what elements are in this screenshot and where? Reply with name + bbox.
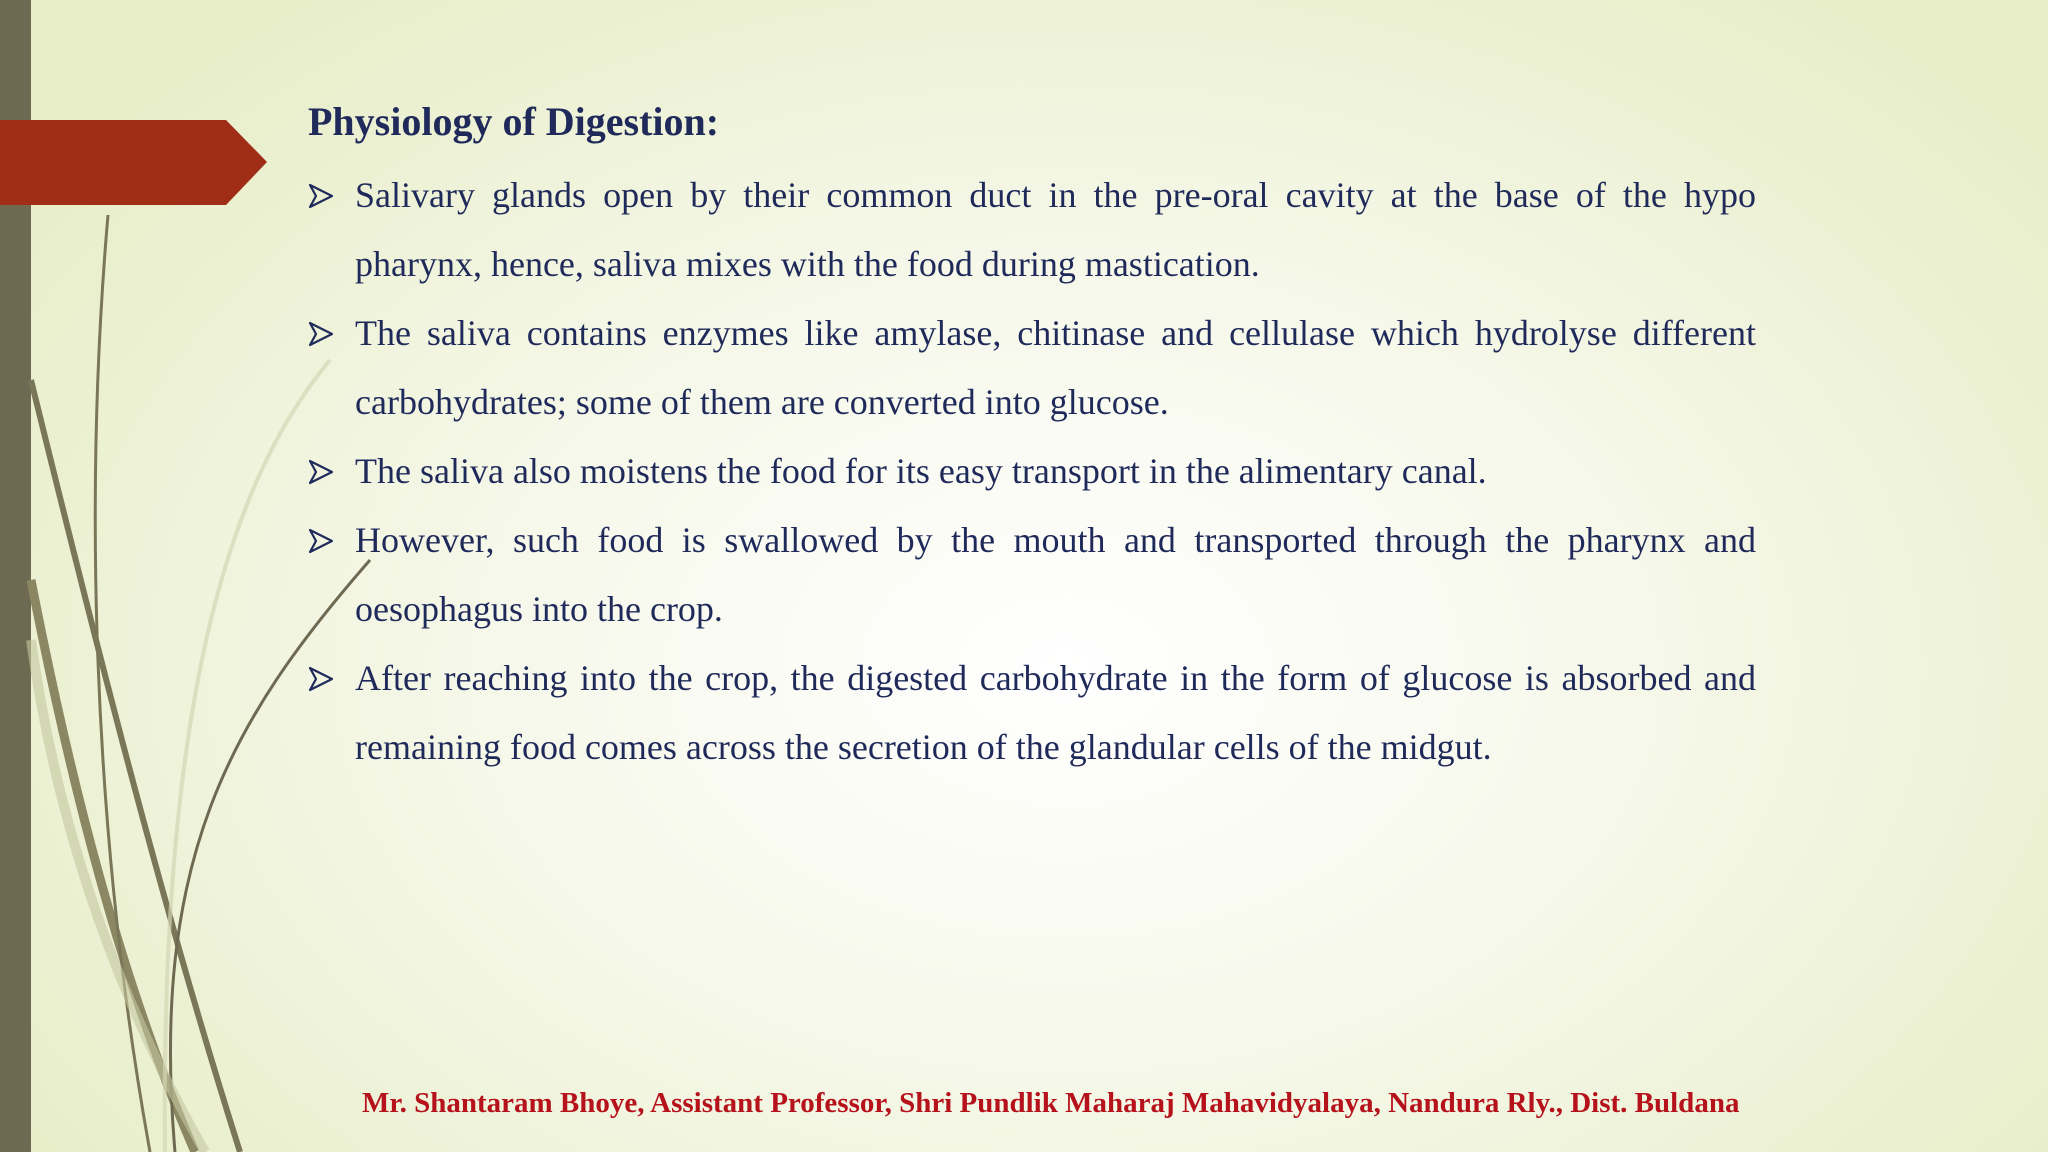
bullet-item <box>308 299 1756 437</box>
footer-credit: Mr. Shantaram Bhoye, Assistant Professor, Shri Pundlik Maharaj Mahavidyalaya, Nandura Rly., Dist. Buldana <box>362 1087 1740 1119</box>
bullet-item <box>308 644 1756 782</box>
bullet-item <box>308 506 1756 644</box>
slide-title: Physiology of Digestion: <box>308 99 720 144</box>
bullet-text: The saliva contains enzymes like amylase, chitinase and cellulase which hydrolyse different carbohydrates; some of them are converted into glucose. <box>355 313 1756 422</box>
arrowhead-bullet-icon <box>308 459 334 485</box>
bullet-text: Salivary glands open by their common duct in the pre-oral cavity at the base of the hypo pharynx, hence, saliva mixes with the food during mastication. <box>355 175 1756 284</box>
bullet-list <box>308 161 1756 782</box>
bullet-text: However, such food is swallowed by the mouth and transported through the pharynx and oesophagus into the crop. <box>355 520 1756 629</box>
bullet-item <box>308 437 1756 506</box>
bullet-text: After reaching into the crop, the digested carbohydrate in the form of glucose is absorbed and remaining food comes across the secretion of the glandular cells of the midgut. <box>355 658 1756 767</box>
bullet-text: The saliva also moistens the food for its easy transport in the alimentary canal. <box>355 451 1487 491</box>
title-arrow-shape <box>0 120 270 205</box>
arrowhead-bullet-icon <box>308 321 334 347</box>
arrowhead-bullet-icon <box>308 528 334 554</box>
bullet-item <box>308 161 1756 299</box>
arrowhead-bullet-icon <box>308 666 334 692</box>
arrowhead-bullet-icon <box>308 183 334 209</box>
